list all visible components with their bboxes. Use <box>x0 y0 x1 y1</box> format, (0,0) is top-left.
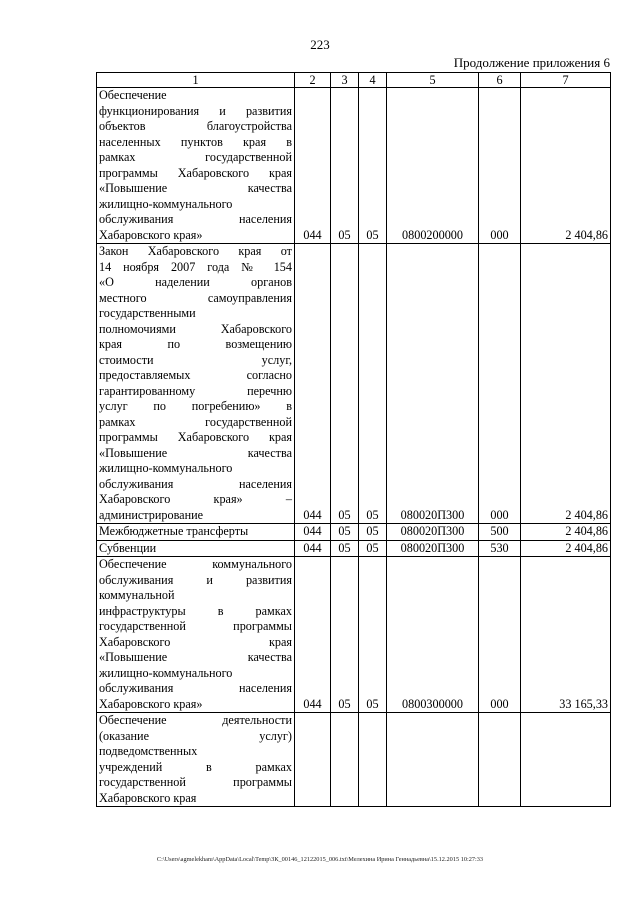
description-line: «О наделении органов <box>99 275 292 289</box>
description-line: функционирования и развития <box>99 103 292 118</box>
ministry-code: 044 <box>295 244 331 524</box>
description-line: обслуживания и развития <box>99 572 292 587</box>
description-line: Обеспечение деятельности <box>99 713 292 727</box>
description-line: жилищно-коммунального <box>99 196 233 211</box>
subsection-code: 05 <box>359 244 387 524</box>
description-line: Закон Хабаровского края от <box>99 244 292 258</box>
appendix-continuation: Продолжение приложения 6 <box>453 55 610 70</box>
description-line: «Повышение качества <box>99 445 292 460</box>
amount: 2 404,86 <box>521 244 611 524</box>
row-description <box>97 524 295 541</box>
description-line: края по возмещению <box>99 337 292 351</box>
column-header: 2 <box>295 73 331 88</box>
section-code: 05 <box>331 540 359 557</box>
expense-type-code: 000 <box>479 557 521 713</box>
target-article-code <box>387 713 479 807</box>
subsection-code: 05 <box>359 557 387 713</box>
description-line: «Повышение качества <box>99 650 292 664</box>
table-row <box>97 88 611 244</box>
description-line: «Повышение качества <box>99 181 292 195</box>
section-code: 05 <box>331 524 359 541</box>
amount <box>521 713 611 807</box>
description-line: (оказание услуг) <box>99 728 292 743</box>
description-line: Хабаровского края» <box>99 227 203 242</box>
table-body <box>97 73 611 807</box>
ministry-code: 044 <box>295 540 331 557</box>
target-article-code: 080020П300 <box>387 244 479 524</box>
description-line: жилищно-коммунального <box>99 461 233 475</box>
description-line: Хабаровского края <box>99 634 292 649</box>
amount: 2 404,86 <box>521 540 611 557</box>
target-article-code: 0800200000 <box>387 88 479 244</box>
expense-type-code: 500 <box>479 524 521 541</box>
ministry-code: 044 <box>295 557 331 713</box>
budget-table <box>96 72 611 807</box>
ministry-code: 044 <box>295 88 331 244</box>
description-line: рамках государственной <box>99 414 292 429</box>
amount: 2 404,86 <box>521 88 611 244</box>
subsection-code: 05 <box>359 524 387 541</box>
description-line: объектов благоустройства <box>99 119 292 133</box>
row-description <box>97 540 295 557</box>
section-code: 05 <box>331 88 359 244</box>
description-line: государственной программы <box>99 619 292 633</box>
subsection-code: 05 <box>359 540 387 557</box>
description-line: Обеспечение <box>99 88 167 102</box>
expense-type-code: 530 <box>479 540 521 557</box>
description-line: местного самоуправления <box>99 290 292 305</box>
description-line: подведомственных <box>99 744 198 758</box>
target-article-code: 0800300000 <box>387 557 479 713</box>
description-line: услуг по погребению» в <box>99 399 292 413</box>
table-header-row <box>97 73 611 88</box>
description-line: Хабаровского края» <box>99 696 203 711</box>
description-line: Обеспечение коммунального <box>99 557 292 571</box>
description-line: полномочиями Хабаровского <box>99 321 292 336</box>
row-description <box>97 557 295 713</box>
description-line: администрирование <box>99 507 204 522</box>
table-row <box>97 557 611 713</box>
target-article-code: 080020П300 <box>387 540 479 557</box>
section-code: 05 <box>331 244 359 524</box>
column-header: 5 <box>387 73 479 88</box>
description-line: стоимости услуг, <box>99 352 292 367</box>
description-line: обслуживания населения <box>99 212 292 226</box>
description-line: коммунальной <box>99 588 175 602</box>
description-line: предоставляемых согласно <box>99 368 292 382</box>
description-line: Межбюджетные трансферты <box>99 524 249 538</box>
section-code <box>331 713 359 807</box>
amount: 2 404,86 <box>521 524 611 541</box>
description-line: инфраструктуры в рамках <box>99 603 292 618</box>
row-description <box>97 713 295 807</box>
file-path-footer: C:\Users\agmelekhanı\AppData\Local\Temp\ЗК_00146_12122015_006.txt\Мелехина Ирина Геннадьевна\15.12.2015 10:27:33 <box>156 856 484 863</box>
subsection-code: 05 <box>359 88 387 244</box>
description-line: обслуживания населения <box>99 681 292 695</box>
expense-type-code: 000 <box>479 244 521 524</box>
description-line: учреждений в рамках <box>99 759 292 774</box>
expense-type-code <box>479 713 521 807</box>
description-line: гарантированному перечню <box>99 383 292 398</box>
row-description <box>97 244 295 524</box>
description-line: населенных пунктов края в <box>99 134 292 149</box>
description-line: Хабаровского края <box>99 790 197 805</box>
description-line: государственными <box>99 306 196 320</box>
ministry-code: 044 <box>295 524 331 541</box>
row-description <box>97 88 295 244</box>
description-line: программы Хабаровского края <box>99 165 292 180</box>
section-code: 05 <box>331 557 359 713</box>
column-header: 7 <box>521 73 611 88</box>
ministry-code <box>295 713 331 807</box>
description-line: рамках государственной <box>99 150 292 164</box>
description-line: 14 ноября 2007 года № 154 <box>99 259 292 274</box>
description-line: жилищно-коммунального <box>99 665 233 680</box>
description-line: программы Хабаровского края <box>99 430 292 444</box>
subsection-code <box>359 713 387 807</box>
description-line: обслуживания населения <box>99 476 292 491</box>
description-line: государственной программы <box>99 775 292 789</box>
page-number: 223 <box>310 37 330 52</box>
column-header: 4 <box>359 73 387 88</box>
column-header: 3 <box>331 73 359 88</box>
table-row <box>97 713 611 807</box>
expense-type-code: 000 <box>479 88 521 244</box>
column-header: 6 <box>479 73 521 88</box>
table-row <box>97 540 611 557</box>
amount: 33 165,33 <box>521 557 611 713</box>
description-line: Хабаровского края» – <box>99 492 292 506</box>
description-line: Субвенции <box>99 540 157 555</box>
table-row <box>97 524 611 541</box>
target-article-code: 080020П300 <box>387 524 479 541</box>
table-row <box>97 244 611 524</box>
column-header: 1 <box>97 73 295 88</box>
